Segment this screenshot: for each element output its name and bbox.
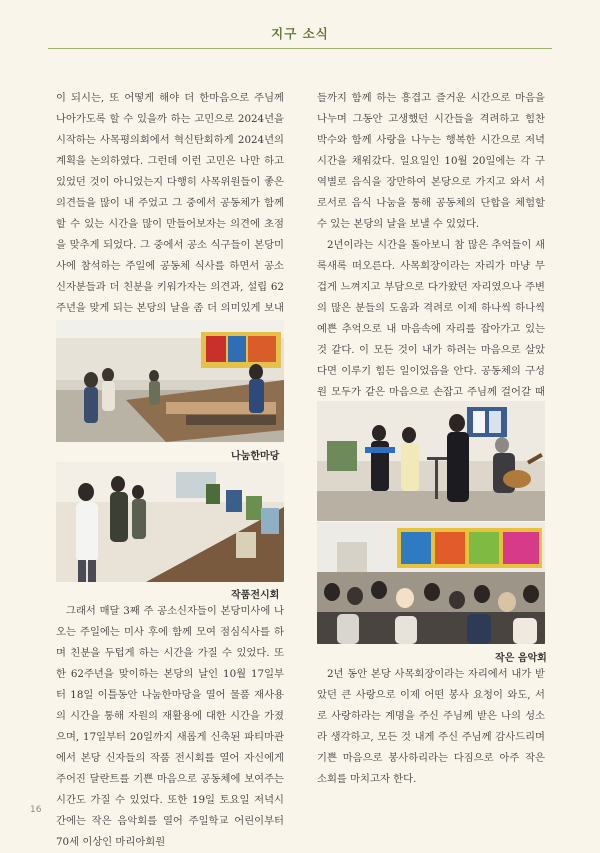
paragraph: 이 되시는, 또 어떻게 해야 더 한마음으로 주님께 나아가도록 할 수 있을까 하는 고민으로 2024년을 시작하는 사목평의회에서 혁신탄회하게 2024년의 계획을 논의하였다. 그런데 이런 고민은 나만 하고 있었던 것이 아니었는지 다행히 사목위원들이 좋은 의견들을 많이 내 주었고 그 중에서 공동체가 함께 할 수 있는 시간을 많이 만들어보자는 의견에 초점을 맞추게 되었다. 그 중에서 공소 식구들이 본당미사에 참석하는 주일에 공동체 식사를 하면서 공소 신자분들과 더 친분을 키워가자는 의견과, 설립 62주년을 맞게 되는 본당의 날을 좀 더 의미있게 보내 (56, 92, 284, 314)
paragraph: 그래서 매달 3째 주 공소신자들이 본당미사에 나오는 주일에는 미사 후에 함께 모여 점심식사를 하며 친분을 두텁게 하는 시간을 가질 수 있었다. 또한 62주년을 맞이하는 본당의 날인 10월 17일부터 18일 이틀동안 나눔한마당을 열어 물품 재사용의 시간을 통해 자원의 재활용에 대한 시간을 가졌으며, 17일부터 20일까지 새롭게 신축된 파티마관에서 본당 신자들의 작품 전시회를 열어 자신에게 주어진 달란트를 기쁜 마음으로 공동체에 보여주는 시간도 가질 수 있었다. 또한 19일 토요일 저녁시간에는 작은 음악회를 열어 주일학교 어린이부터 70세 이상인 마리아회원 (56, 605, 284, 848)
sharing-market-photo (56, 320, 284, 442)
page-header (48, 20, 552, 49)
paragraph: 2년 동안 본당 사목회장이라는 자리에서 내가 받았던 큰 사랑으로 이제 어떤 봉사 요청이 와도, 서로 사랑하라는 계명을 주신 주님께 받은 나의 성소라 생각하고, 모든 것 내게 주신 주님께 감사드리며 기쁜 마음으로 봉사하리라는 다짐으로 아주 작은 소회를 마치고자 한다. (317, 668, 545, 785)
concert-performers-illustration (317, 401, 545, 521)
concert-caption: 작은 음악회 (495, 653, 547, 664)
exhibition-photo (56, 462, 284, 582)
right-column-lower-text (317, 664, 545, 790)
concert-performers-photo (317, 401, 545, 521)
concert-audience-illustration (317, 522, 545, 644)
exhibition-caption: 작품전시회 (231, 590, 280, 601)
left-column-lower-text (56, 601, 284, 853)
sharing-market-caption: 나눔한마당 (231, 451, 280, 462)
paragraph: 2년이라는 시간을 돌아보니 참 많은 추억들이 새록새록 떠오른다. 사목회장이라는 자리가 마냥 무겁게 느껴지고 부담으로 다가왔던 자리였으나 주변의 많은 분들의 도움과 격려로 이제 하나씩 하나씩 예쁜 추억으로 내 마음속에 자리를 잡아가고 있는 것 같다. 이 모든 것이 내가 하려는 마음으로 살았다면 이루기 힘든 일이었음을 안다. 공동체의 구성원 모두가 같은 마음으로 손잡고 주님께 걸어갈 때 (317, 239, 545, 398)
section-title: 지구 소식 (271, 26, 329, 41)
page-number: 16 (30, 805, 42, 815)
sharing-market-illustration (56, 320, 284, 442)
exhibition-illustration (56, 462, 284, 582)
paragraph: 들까지 함께 하는 흥겹고 즐거운 시간으로 마음을 나누며 그동안 고생했던 시간들을 격려하고 힘찬 박수와 함께 사랑을 나누는 행복한 시간으로 저녁시간을 채워갔다. 일요일인 10월 20일에는 각 구역별로 음식을 장만하여 본당으로 가지고 와서 서로서로 음식 나눔을 통해 공동체의 단합을 체험할 수 있는 본당의 날을 보낼 수 있었다. (317, 92, 545, 230)
concert-audience-photo (317, 522, 545, 644)
